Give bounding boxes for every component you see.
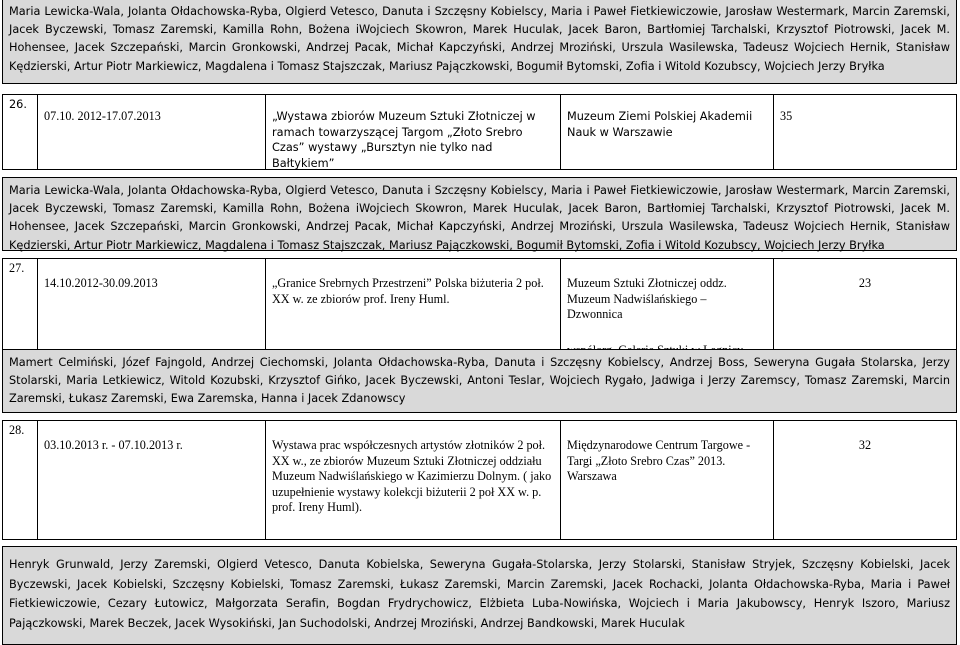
participants-text: Maria Lewicka-Wala, Jolanta Ołdachowska-Ryba, Olgierd Vetesco, Danuta i Szczęsny Kobielscy, Maria i Paweł Fietkiewiczowie, Jarosław Westermark, Marcin Zaremski, Jacek Byczewski, Tomasz Zaremski, Kamilla Rohn, Bożena iWojciech Skowron, Marek Huculak, Jacek Baron, Bartłomiej Tarchalski, Krzysztof Piotrowski, Jacek M. Hohensee, Jacek Szczepański, Marcin Gronkowski, Andrzej Pacak, Michał Kapczyński, Andrzej Mroziński, Urszula Wasilewska, Tadeusz Wojciech Hernik, Stanisław Kędzierski, Artur Piotr Markiewicz, Magdalena i Tomasz Stajszczak, Mariusz Pajączkowski, Bogumił Bytomski, Zofia i Witold Kozubscy, Wojciech Jerzy Bryłka: [9, 184, 950, 252]
row-number: 27.: [3, 259, 38, 349]
row-number: 28.: [3, 421, 38, 539]
row-title: Wystawa prac współczesnych artystów złotników 2 poł. XX w., ze zbiorów Muzeum Sztuki Złotniczej oddziału Muzeum Nadwiślańskiego w Kazimierzu Dolnym. ( jako uzupełnienie wystawy kolekcji biżuterii 2 poł XX w. p. prof. Ireny Huml).: [266, 421, 561, 539]
participants-text: Mamert Celmiński, Józef Fajngold, Andrzej Ciechomski, Jolanta Ołdachowska-Ryba, Danuta i Szczęsny Kobielscy, Andrzej Boss, Seweryna Gugała Stolarska, Jerzy Stolarski, Maria Letkiewicz, Witold Kozubski, Krzysztof Gińko, Jacek Byczewski, Antoni Teslar, Wojciech Rygało, Jadwiga i Jerzy Zaremscy, Tomasz Zaremski, Marcin Zaremski, Łukasz Zaremski, Ewa Zaremska, Hanna i Jacek Zdanowscy: [9, 356, 950, 406]
participants-band: [2, 546, 957, 645]
participants-text: Henryk Grunwald, Jerzy Zaremski, Olgierd Vetesco, Danuta Kobielska, Seweryna Gugała-Stolarska, Jerzy Stolarski, Stanisław Stryjek, Szczęsny Kobielski, Jacek Byczewski, Jacek Kobielski, Szczęsny Kobielski, Tomasz Zaremski, Łukasz Zaremski, Marcin Zaremski, Jacek Rochacki, Jolanta Ołdachowska-Ryba, Maria i Paweł Fietkiewiczowie, Cezary Łutowicz, Małgorzata Serafin, Bogdan Frydrychowicz, Elżbieta Luba-Nowińska, Wojciech i Maria Jakubowscy, Henryk Iszoro, Mariusz Pajączkowski, Marek Beczek, Jacek Wysokiński, Jan Suchodolski, Andrzej Mroziński, Andrzej Bandkowski, Marek Huculak: [9, 558, 950, 630]
participants-band: [2, 0, 957, 84]
table-row-28: [2, 420, 957, 540]
participants-band: [2, 349, 957, 413]
row-place: Muzeum Ziemi Polskiej Akademii Nauk w Warszawie: [561, 95, 774, 169]
place-line: Muzeum Nadwiślańskiego –: [567, 291, 707, 306]
row-count: 35: [780, 109, 793, 123]
table-row-26: [2, 94, 957, 170]
participants-text: Maria Lewicka-Wala, Jolanta Ołdachowska-Ryba, Olgierd Vetesco, Danuta i Szczęsny Kobielscy, Maria i Paweł Fietkiewiczowie, Jarosław Westermark, Marcin Zaremski, Jacek Byczewski, Tomasz Zaremski, Kamilla Rohn, Bożena iWojciech Skowron, Marek Huculak, Jacek Baron, Bartłomiej Tarchalski, Krzysztof Piotrowski, Jacek M. Hohensee, Jacek Szczepański, Marcin Gronkowski, Andrzej Pacak, Michał Kapczyński, Andrzej Mroziński, Urszula Wasilewska, Tadeusz Wojciech Hernik, Stanisław Kędzierski, Artur Piotr Markiewicz, Magdalena i Tomasz Stajszczak, Mariusz Pajączkowski, Bogumił Bytomski, Zofia i Witold Kozubscy, Wojciech Jerzy Bryłka: [9, 5, 950, 73]
row-dates: 14.10.2012-30.09.2013: [38, 259, 266, 349]
row-count: 32: [858, 438, 872, 452]
row-title: „Wystawa zbiorów Muzeum Sztuki Złotniczej w ramach towarzyszącej Targom „Złoto Srebro Czas” wystawy „Bursztyn nie tylko nad Bałtykiem”: [266, 95, 561, 169]
row-place: [561, 259, 774, 349]
row-dates: 07.10. 2012-17.07.2013: [38, 95, 266, 169]
participants-band: [2, 177, 957, 251]
row-count: 23: [858, 276, 872, 290]
place-line: Muzeum Sztuki Złotniczej oddz.: [567, 276, 727, 290]
place-line: Dzwonnica: [567, 307, 623, 322]
row-dates: 03.10.2013 r. - 07.10.2013 r.: [38, 421, 266, 539]
row-title: „Granice Srebrnych Przestrzeni” Polska biżuteria 2 poł. XX w. ze zbiorów prof. Ireny Huml.: [266, 259, 561, 349]
row-number: 26.: [3, 95, 38, 169]
row-place: Międzynarodowe Centrum Targowe - Targi „Złoto Srebro Czas” 2013. Warszawa: [561, 421, 774, 539]
table-row-27: [2, 258, 957, 350]
